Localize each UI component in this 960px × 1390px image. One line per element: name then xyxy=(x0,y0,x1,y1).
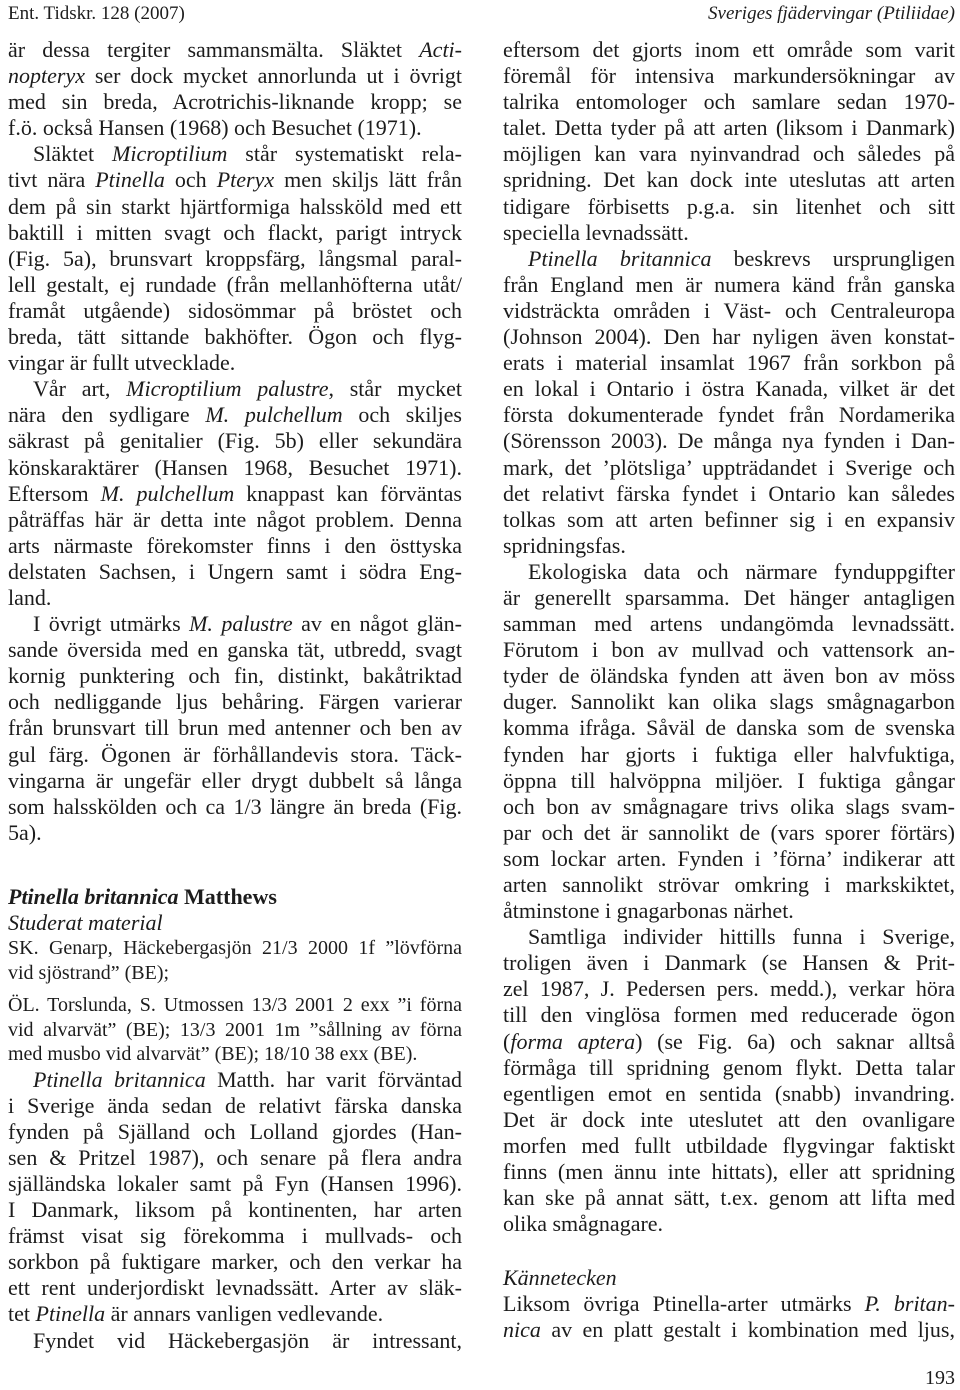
subheading xyxy=(8,910,462,936)
text-line xyxy=(8,1018,462,1043)
text-line xyxy=(8,1275,462,1301)
right-column xyxy=(503,37,955,1343)
text-run: finns (men ännu inte hittats), eller att spridning xyxy=(503,1159,955,1185)
text-run: fynden har gjorts i fuktiga eller halvfuktiga, xyxy=(503,741,955,767)
text-line xyxy=(8,1042,462,1067)
text-run: arten sannolikt strövar omkring i markskiktet, xyxy=(503,872,955,897)
subheading xyxy=(503,1265,955,1291)
text-line xyxy=(503,1055,955,1081)
running-title: Sveriges fjädervingar (Ptiliidae) xyxy=(708,3,955,24)
italic-run: Acti- xyxy=(419,37,462,62)
text-run: gul färg. Ögonen är förhållandevis stora. Täck- xyxy=(8,741,462,767)
text-run: Samtliga individer hittills funna i Sverige, xyxy=(528,924,955,950)
text-run: av en platt gestalt i kombination med ljus, xyxy=(540,1316,955,1342)
text-line xyxy=(503,637,955,663)
italic-run: M. pulchellum xyxy=(205,402,343,428)
text-line xyxy=(8,742,462,768)
text-line xyxy=(503,324,955,350)
text-line xyxy=(503,663,955,689)
text-line xyxy=(503,402,955,428)
text-line xyxy=(503,167,955,193)
text-line xyxy=(8,820,462,846)
text-run: troligen även i Danmark (se Hansen & Prit- xyxy=(503,950,955,976)
italic-run: Kännetecken xyxy=(503,1264,617,1290)
text-run: och nedliggande ljus behåring. Färgen varierar xyxy=(8,689,462,715)
text-line xyxy=(8,220,462,246)
italic-run: Ptinella xyxy=(35,1301,106,1327)
text-run: lell gestalt, ej rundade (från mellanhöfterna utåt/ xyxy=(8,271,462,297)
text-run: Liksom övriga Ptinella-arter utmärks xyxy=(503,1290,865,1316)
text-line xyxy=(8,167,462,193)
text-line xyxy=(503,976,955,1002)
text-line xyxy=(503,298,955,324)
text-run: tivt nära xyxy=(8,167,96,193)
text-run: dem på sin starkt hjärtformiga halssköld med ett xyxy=(8,193,462,219)
italic-run: nopteryx xyxy=(8,63,85,89)
text-line xyxy=(8,768,462,794)
text-run: själländska lokaler samt på Fyn (Hansen 1996). xyxy=(8,1170,462,1196)
text-line xyxy=(503,37,955,63)
text-run: som halsskölden och ca 1/3 längre än breda (Fig. xyxy=(8,793,462,819)
text-run: talet. Detta tyder på att arten (liksom i Danmark) xyxy=(503,115,955,141)
italic-run: Ptinella xyxy=(95,167,165,193)
text-run: Eftersom xyxy=(8,480,101,506)
text-run: Släktet xyxy=(33,141,113,167)
text-run: framåt utgående) sidosömmar på bröstet och xyxy=(8,297,462,323)
text-run: och bon av smågnagare trivs olika slags svam- xyxy=(503,793,955,819)
text-line xyxy=(8,324,462,350)
text-run: av en något glän- xyxy=(292,611,462,637)
text-line xyxy=(503,533,955,559)
text-line xyxy=(8,1197,462,1223)
text-line xyxy=(8,663,462,689)
text-run: öppna till halvöppna miljöer. I fuktiga gångar xyxy=(503,767,955,793)
text-line xyxy=(503,194,955,220)
text-line xyxy=(8,481,462,507)
text-line xyxy=(503,768,955,794)
text-line xyxy=(503,742,955,768)
italic-run: forma aptera xyxy=(510,1028,636,1054)
paragraph xyxy=(8,611,462,846)
text-run: spridning. Det kan dock inte uteslutas att arten xyxy=(503,167,955,193)
text-run: breda, tätt sittande bakhöfter. Ögon och flyg- xyxy=(8,324,462,350)
text-run: (Johnson 2004). Den har nyligen även konstat- xyxy=(503,324,955,350)
text-run: men skiljs lätt från xyxy=(274,167,463,193)
text-line xyxy=(503,1029,955,1055)
paragraph xyxy=(8,376,462,611)
bold-italic-run: Ptinella britannica xyxy=(8,883,179,909)
text-run: eftersom det gjorts inom ett område som varit xyxy=(503,37,955,62)
text-run: komma ifråga. Såväl de danska som de svenska xyxy=(503,715,955,741)
text-line xyxy=(8,1301,462,1327)
text-line xyxy=(8,559,462,585)
text-run: talrika entomologer och samlare sedan 1970- xyxy=(503,89,955,115)
text-line xyxy=(8,715,462,741)
text-line xyxy=(8,37,462,63)
text-line xyxy=(8,1223,462,1249)
italic-run: Ptinella britannica xyxy=(528,245,712,271)
text-run: delstaten Sachsen, i Ungern samt i södra Eng- xyxy=(8,558,462,584)
text-run: det relativt färska fyndet i Ontario kan således xyxy=(503,480,955,506)
text-run: vingar är fullt utvecklade. xyxy=(8,350,236,376)
text-run: nära den sydligare xyxy=(8,402,206,428)
text-run: mark, det ’plötsliga’ uppträdandet i Sverige och xyxy=(503,454,955,480)
text-run: sande översida med en ganska tät, utbredd, svagt xyxy=(8,637,462,663)
text-line xyxy=(503,611,955,637)
text-line xyxy=(503,455,955,481)
italic-run: Microptilium palustre xyxy=(126,376,329,402)
text-run: arts närmaste förekomster finns i den östtyska xyxy=(8,532,462,558)
text-run: med musbo vid alvarvät” (BE); 18/10 38 exx (BE). xyxy=(8,1043,418,1066)
text-run: och skiljes xyxy=(342,402,462,428)
text-line xyxy=(503,376,955,402)
text-run: första dokumenterade fyndet från Nordamerika xyxy=(503,402,955,428)
text-run: som lockar arten. Fynden i ’förna’ indikerar att xyxy=(503,845,955,871)
text-run: morfen med fullt utbildade flygvingar faktiskt xyxy=(503,1132,955,1158)
text-line xyxy=(503,89,955,115)
text-line xyxy=(503,1133,955,1159)
paragraph xyxy=(503,37,955,246)
text-line xyxy=(8,533,462,559)
text-run: beskrevs ursprungligen xyxy=(711,245,955,271)
text-line xyxy=(8,611,462,637)
text-line xyxy=(503,1291,955,1317)
text-run: och xyxy=(164,167,217,193)
text-run: vid sjöstrand” (BE); xyxy=(8,961,170,984)
text-line xyxy=(503,585,955,611)
text-run: ser dock mycket annorlunda ut i övrigt xyxy=(84,63,462,89)
text-line xyxy=(8,936,462,961)
text-run: är dessa tergiter sammansmälta. Släktet xyxy=(8,37,420,62)
text-run: f.ö. också Hansen (1968) och Besuchet (1971). xyxy=(8,115,422,141)
text-line xyxy=(8,1145,462,1171)
text-line xyxy=(8,1328,462,1354)
text-line xyxy=(8,194,462,220)
text-line xyxy=(8,455,462,481)
italic-run: M. palustre xyxy=(189,611,293,637)
text-run: är annars vanligen vedlevande. xyxy=(105,1301,384,1327)
text-run: tidigare förbisetts p.g.a. sin litenhet och sitt xyxy=(503,193,955,219)
text-line xyxy=(8,63,462,89)
text-line xyxy=(503,1211,955,1237)
text-line xyxy=(503,246,955,272)
text-run: föremål för intensiva markundersökningar av xyxy=(503,63,955,89)
italic-run: M. pulchellum xyxy=(100,480,235,506)
text-line xyxy=(503,794,955,820)
paragraph xyxy=(503,1291,955,1343)
text-line xyxy=(8,298,462,324)
text-line xyxy=(503,272,955,298)
text-line xyxy=(8,428,462,454)
text-line xyxy=(8,115,462,141)
text-run: Ekologiska data och närmare fynduppgifter xyxy=(528,558,955,584)
specimen-record xyxy=(8,993,462,1067)
text-run: främst visat sig förekomma i mullvads- och xyxy=(8,1223,462,1249)
text-line xyxy=(503,689,955,715)
text-line xyxy=(503,350,955,376)
text-line xyxy=(503,220,955,246)
text-run: i Sverige ända sedan de relativt färska danska xyxy=(8,1092,462,1118)
bold-run: Matthews xyxy=(178,883,277,909)
text-run: par och det är sannolikt de (vars sporer förtärs) xyxy=(503,819,955,845)
text-run: en lokal i Ontario i östra Kanada, vilket är det xyxy=(503,376,955,402)
text-run: samman med artens undangömda levnadssätt. xyxy=(503,611,955,637)
text-run: land. xyxy=(8,584,52,610)
text-line xyxy=(503,715,955,741)
paragraph xyxy=(8,37,462,141)
text-run: tet xyxy=(8,1301,36,1327)
text-line xyxy=(8,689,462,715)
italic-run: Ptinella britannica xyxy=(33,1066,206,1092)
text-line xyxy=(8,637,462,663)
text-line xyxy=(503,428,955,454)
text-run: ) (se Fig. 6a) och saknar alltså xyxy=(635,1028,955,1054)
text-run: , står mycket xyxy=(328,376,462,402)
paragraph xyxy=(8,141,462,376)
text-run: Matth. har varit förväntad xyxy=(205,1066,462,1092)
text-run: (Sörensson 2003). De många nya fynden i Dan- xyxy=(503,428,955,454)
text-run: möjligen kan vara nyinvandrad och således på xyxy=(503,141,955,167)
text-line xyxy=(8,794,462,820)
text-line xyxy=(8,961,462,986)
text-run: olika smågnagare. xyxy=(503,1211,664,1237)
left-column xyxy=(8,37,462,1354)
text-run: Det är dock inte uteslutet att den ovanligare xyxy=(503,1106,955,1132)
text-run: är generellt sparsamma. Det hänger antagligen xyxy=(503,584,955,610)
text-line xyxy=(503,1107,955,1133)
text-run: till den vinglösa formen med reducerade ögon xyxy=(503,1002,955,1028)
text-run: vid alvarvät” (BE); 13/3 2001 1m ”sållning av förna xyxy=(8,1018,462,1041)
heading xyxy=(8,884,462,910)
text-line xyxy=(503,872,955,898)
text-line xyxy=(8,1171,462,1197)
text-run: ÖL. Torslunda, S. Utmossen 13/3 2001 2 exx ”i förna xyxy=(8,994,462,1017)
text-run: SK. Genarp, Häckebergasjön 21/3 2000 1f ”lövförna xyxy=(8,937,462,960)
text-run: spridningsfas. xyxy=(503,532,626,558)
text-run: från brunsvart till brun med antenner och ben av xyxy=(8,715,462,741)
text-line xyxy=(8,1119,462,1145)
page-number: 193 xyxy=(925,1367,955,1389)
text-run: I Danmark, liksom på kontinenten, har arten xyxy=(8,1197,462,1223)
text-line xyxy=(503,141,955,167)
paragraph xyxy=(503,246,955,559)
text-line xyxy=(503,950,955,976)
text-run: 5a). xyxy=(8,819,42,845)
paragraph xyxy=(8,1067,462,1328)
italic-run: P. britan- xyxy=(864,1290,955,1316)
text-run: (Fig. 5a), brunsvart kroppsfärg, långsmal paral- xyxy=(8,245,462,271)
paragraph xyxy=(503,559,955,924)
text-line xyxy=(503,820,955,846)
text-line xyxy=(503,481,955,507)
text-line xyxy=(503,115,955,141)
text-run: kan ske på annat sätt, t.ex. genom att lifta med xyxy=(503,1185,955,1211)
text-run: med sin breda, Acrotrichis-liknande kropp; se xyxy=(8,89,462,115)
text-line xyxy=(8,89,462,115)
italic-run: Studerat material xyxy=(8,910,163,935)
text-line xyxy=(8,1249,462,1275)
text-line xyxy=(503,1317,955,1343)
text-line xyxy=(503,1002,955,1028)
text-run: åtminstone i gnagarbonas närhet. xyxy=(503,898,794,924)
text-line xyxy=(503,1185,955,1211)
text-run: sen & Pritzel 1987), och senare på flera andra xyxy=(8,1144,462,1170)
text-line xyxy=(8,993,462,1018)
text-run: Vår art, xyxy=(33,376,127,402)
text-line xyxy=(8,246,462,272)
text-line xyxy=(503,924,955,950)
text-line xyxy=(503,1081,955,1107)
text-run: knappast kan förväntas xyxy=(234,480,462,506)
specimen-record xyxy=(8,936,462,985)
text-run: förmåga till spridning genom flykt. Detta talar xyxy=(503,1054,955,1080)
text-run: I övrigt utmärks xyxy=(33,611,190,637)
text-run: zel 1987, J. Pedersen pers. medd.), verkar höra xyxy=(503,976,955,1002)
text-run: tyder de öländska fynden att även bon av möss xyxy=(503,663,955,689)
italic-run: Pteryx xyxy=(216,167,275,193)
text-line xyxy=(503,898,955,924)
text-run: Fyndet vid Häckebergasjön är intressant, xyxy=(33,1327,462,1353)
text-run: tolkas som att arten befinner sig i en expansiv xyxy=(503,506,955,532)
text-run: ett rent underjordiskt levnadssätt. Arter av släk- xyxy=(8,1275,462,1301)
text-line xyxy=(8,350,462,376)
text-run: står systematiskt rela- xyxy=(227,141,462,167)
text-run: Förutom i bon av mullvad och vattensork an- xyxy=(503,637,955,663)
text-line xyxy=(8,1067,462,1093)
italic-run: Microptilium xyxy=(112,141,228,167)
text-line xyxy=(8,910,462,936)
text-run: kornig punktering och fin, distinkt, bakåtriktad xyxy=(8,663,462,689)
text-run: vingarna är ungefär eller drygt dubbelt så långa xyxy=(8,767,462,793)
paragraph xyxy=(8,1328,462,1354)
text-run: fynden på Själland och Lolland gjordes (Han- xyxy=(8,1118,462,1144)
text-run: påträffas här är detta inte något problem. Denna xyxy=(8,506,462,532)
text-line xyxy=(8,585,462,611)
text-run: duger. Sannolikt kan olika slags smågnagarbon xyxy=(503,689,955,715)
paragraph xyxy=(503,924,955,1237)
text-line xyxy=(8,376,462,402)
text-line xyxy=(503,507,955,533)
page-header xyxy=(0,2,960,26)
text-run: från England men är numera känd från ganska xyxy=(503,271,955,297)
text-run: speciella levnadssätt. xyxy=(503,219,689,245)
text-line xyxy=(503,846,955,872)
text-line xyxy=(503,559,955,585)
text-line xyxy=(8,272,462,298)
text-run: vidsträckta områden i Väst- och Centraleuropa xyxy=(503,297,955,323)
text-line xyxy=(503,1265,955,1291)
text-line xyxy=(8,141,462,167)
text-line xyxy=(8,884,462,910)
text-line xyxy=(8,507,462,533)
journal-citation: Ent. Tidskr. 128 (2007) xyxy=(8,3,185,24)
text-run: säkrast på genitalier (Fig. 5b) eller sekundära xyxy=(8,428,462,454)
text-run: könskaraktärer (Hansen 1968, Besuchet 1971). xyxy=(8,454,462,480)
text-line xyxy=(8,1093,462,1119)
text-line xyxy=(503,1159,955,1185)
text-run: ( xyxy=(503,1028,511,1054)
italic-run: nica xyxy=(503,1316,541,1342)
text-run: sorkbon på fuktigare marker, och den verkar ha xyxy=(8,1249,462,1275)
text-line xyxy=(503,63,955,89)
text-line xyxy=(8,402,462,428)
text-run: baktill i mitten svagt och flackt, parigt intryck xyxy=(8,219,462,245)
text-run: erats i material insamlat 1967 från sorkbon på xyxy=(503,350,955,376)
text-run: egentligen emot en sentida (snabb) invandring. xyxy=(503,1080,955,1106)
